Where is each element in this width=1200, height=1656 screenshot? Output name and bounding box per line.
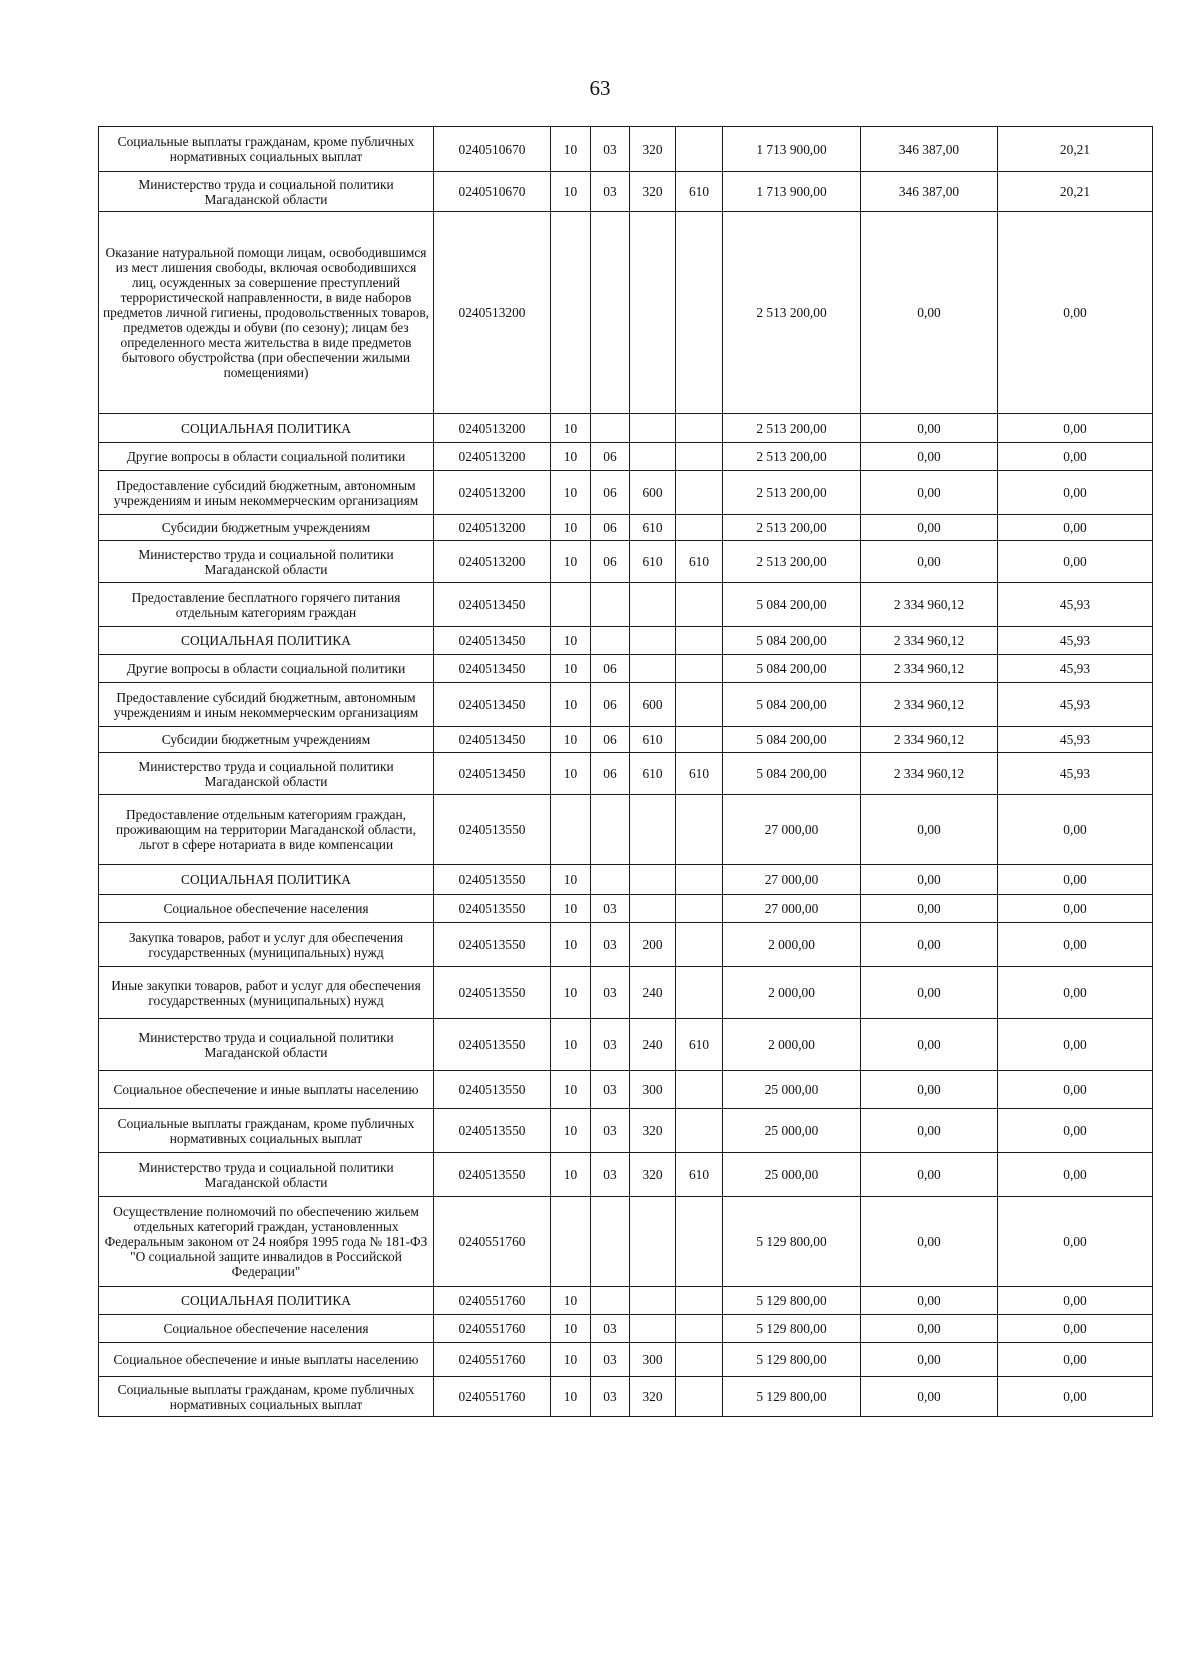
- target-article-code: 0240510670: [434, 127, 551, 172]
- section-code: 10: [551, 1377, 591, 1417]
- target-article-code: 0240513200: [434, 414, 551, 443]
- planned-amount: 27 000,00: [723, 895, 861, 923]
- row-name: Министерство труда и социальной политики Магаданской области: [99, 753, 434, 795]
- subsection-code: 03: [591, 172, 630, 212]
- subsection-code: 06: [591, 655, 630, 683]
- subsection-code: 06: [591, 683, 630, 727]
- subsection-code: [591, 1197, 630, 1287]
- executed-amount: 346 387,00: [861, 127, 998, 172]
- execution-percent: 0,00: [998, 895, 1153, 923]
- target-article-code: 0240513200: [434, 471, 551, 515]
- subsection-code: [591, 1287, 630, 1315]
- expense-type-code: [630, 655, 676, 683]
- expense-type-code: 320: [630, 172, 676, 212]
- row-name: Оказание натуральной помощи лицам, освободившимся из мест лишения свободы, включая освободившихся лиц, осужденных за совершение преступлений террористической направленности, в виде наборов предметов личной гигиены, продовольственных товаров, предметов одежды и обуви (по сезону); лицам без определенного места жительства в виде предметов бытового обустройства (при обеспечении жилыми помещениями): [99, 212, 434, 414]
- admin-code: [676, 1071, 723, 1109]
- target-article-code: 0240551760: [434, 1287, 551, 1315]
- expense-type-code: [630, 212, 676, 414]
- row-name: Предоставление бесплатного горячего питания отдельным категориям граждан: [99, 583, 434, 627]
- section-code: [551, 795, 591, 865]
- executed-amount: 0,00: [861, 1071, 998, 1109]
- subsection-code: [591, 212, 630, 414]
- subsection-code: 06: [591, 541, 630, 583]
- admin-code: [676, 414, 723, 443]
- section-code: 10: [551, 967, 591, 1019]
- executed-amount: 0,00: [861, 471, 998, 515]
- table-row: [99, 172, 1153, 212]
- expense-type-code: 240: [630, 1019, 676, 1071]
- execution-percent: 0,00: [998, 1197, 1153, 1287]
- row-name: Субсидии бюджетным учреждениям: [99, 515, 434, 541]
- executed-amount: 0,00: [861, 515, 998, 541]
- subsection-code: [591, 627, 630, 655]
- subsection-code: 03: [591, 1153, 630, 1197]
- planned-amount: 27 000,00: [723, 865, 861, 895]
- target-article-code: 0240510670: [434, 172, 551, 212]
- section-code: 10: [551, 1019, 591, 1071]
- target-article-code: 0240551760: [434, 1343, 551, 1377]
- table-row: [99, 1071, 1153, 1109]
- planned-amount: 25 000,00: [723, 1071, 861, 1109]
- expense-type-code: [630, 583, 676, 627]
- table-row: [99, 1153, 1153, 1197]
- target-article-code: 0240513550: [434, 1019, 551, 1071]
- expense-type-code: [630, 627, 676, 655]
- section-code: 10: [551, 443, 591, 471]
- planned-amount: 5 084 200,00: [723, 683, 861, 727]
- expense-type-code: 320: [630, 1153, 676, 1197]
- expense-type-code: [630, 865, 676, 895]
- expense-type-code: [630, 414, 676, 443]
- row-name: Социальное обеспечение и иные выплаты населению: [99, 1071, 434, 1109]
- execution-percent: 45,93: [998, 683, 1153, 727]
- target-article-code: 0240513450: [434, 583, 551, 627]
- section-code: [551, 1197, 591, 1287]
- executed-amount: 0,00: [861, 1287, 998, 1315]
- row-name: Министерство труда и социальной политики Магаданской области: [99, 541, 434, 583]
- admin-code: [676, 655, 723, 683]
- execution-percent: 0,00: [998, 1343, 1153, 1377]
- planned-amount: 5 084 200,00: [723, 627, 861, 655]
- admin-code: 610: [676, 1153, 723, 1197]
- planned-amount: 5 129 800,00: [723, 1315, 861, 1343]
- row-name: СОЦИАЛЬНАЯ ПОЛИТИКА: [99, 414, 434, 443]
- subsection-code: [591, 414, 630, 443]
- expense-type-code: [630, 895, 676, 923]
- subsection-code: [591, 583, 630, 627]
- row-name: Закупка товаров, работ и услуг для обеспечения государственных (муниципальных) нужд: [99, 923, 434, 967]
- planned-amount: 1 713 900,00: [723, 127, 861, 172]
- table-row: [99, 895, 1153, 923]
- planned-amount: 2 513 200,00: [723, 443, 861, 471]
- execution-percent: 0,00: [998, 515, 1153, 541]
- row-name: СОЦИАЛЬНАЯ ПОЛИТИКА: [99, 1287, 434, 1315]
- admin-code: [676, 1377, 723, 1417]
- target-article-code: 0240513550: [434, 865, 551, 895]
- target-article-code: 0240513200: [434, 212, 551, 414]
- execution-percent: 0,00: [998, 1315, 1153, 1343]
- subsection-code: 06: [591, 753, 630, 795]
- section-code: 10: [551, 541, 591, 583]
- target-article-code: 0240513550: [434, 923, 551, 967]
- row-name: Министерство труда и социальной политики Магаданской области: [99, 172, 434, 212]
- planned-amount: 5 129 800,00: [723, 1287, 861, 1315]
- subsection-code: [591, 865, 630, 895]
- section-code: 10: [551, 727, 591, 753]
- subsection-code: 06: [591, 727, 630, 753]
- executed-amount: 0,00: [861, 212, 998, 414]
- section-code: 10: [551, 172, 591, 212]
- planned-amount: 5 129 800,00: [723, 1377, 861, 1417]
- subsection-code: [591, 795, 630, 865]
- subsection-code: 06: [591, 443, 630, 471]
- section-code: 10: [551, 1109, 591, 1153]
- section-code: 10: [551, 683, 591, 727]
- section-code: 10: [551, 1071, 591, 1109]
- executed-amount: 0,00: [861, 1343, 998, 1377]
- planned-amount: 5 129 800,00: [723, 1343, 861, 1377]
- execution-percent: 45,93: [998, 727, 1153, 753]
- row-name: Предоставление субсидий бюджетным, автономным учреждениям и иным некоммерческим организациям: [99, 471, 434, 515]
- row-name: Социальные выплаты гражданам, кроме публичных нормативных социальных выплат: [99, 1377, 434, 1417]
- target-article-code: 0240513550: [434, 795, 551, 865]
- admin-code: [676, 127, 723, 172]
- executed-amount: 2 334 960,12: [861, 727, 998, 753]
- executed-amount: 0,00: [861, 1019, 998, 1071]
- expense-type-code: 240: [630, 967, 676, 1019]
- execution-percent: 0,00: [998, 1109, 1153, 1153]
- expense-type-code: 320: [630, 1377, 676, 1417]
- target-article-code: 0240513450: [434, 753, 551, 795]
- section-code: 10: [551, 627, 591, 655]
- section-code: 10: [551, 1343, 591, 1377]
- table-row: [99, 1377, 1153, 1417]
- planned-amount: 2 513 200,00: [723, 414, 861, 443]
- expense-type-code: [630, 1315, 676, 1343]
- table-row: [99, 1019, 1153, 1071]
- subsection-code: 03: [591, 1315, 630, 1343]
- target-article-code: 0240513550: [434, 1109, 551, 1153]
- admin-code: [676, 727, 723, 753]
- admin-code: [676, 683, 723, 727]
- executed-amount: 0,00: [861, 1377, 998, 1417]
- row-name: Социальное обеспечение населения: [99, 1315, 434, 1343]
- row-name: СОЦИАЛЬНАЯ ПОЛИТИКА: [99, 627, 434, 655]
- execution-percent: 45,93: [998, 753, 1153, 795]
- admin-code: [676, 865, 723, 895]
- table-row: [99, 967, 1153, 1019]
- planned-amount: 5 084 200,00: [723, 655, 861, 683]
- table-row: [99, 471, 1153, 515]
- expense-type-code: 300: [630, 1071, 676, 1109]
- table-row: [99, 795, 1153, 865]
- expense-type-code: [630, 795, 676, 865]
- section-code: 10: [551, 471, 591, 515]
- expense-type-code: 200: [630, 923, 676, 967]
- execution-percent: 0,00: [998, 865, 1153, 895]
- section-code: 10: [551, 1153, 591, 1197]
- table-row: [99, 865, 1153, 895]
- target-article-code: 0240513550: [434, 1153, 551, 1197]
- executed-amount: 2 334 960,12: [861, 583, 998, 627]
- execution-percent: 0,00: [998, 471, 1153, 515]
- planned-amount: 2 000,00: [723, 1019, 861, 1071]
- target-article-code: 0240513550: [434, 895, 551, 923]
- row-name: Осуществление полномочий по обеспечению жильем отдельных категорий граждан, установленных Федеральным законом от 24 ноября 1995 года № 181-ФЗ "О социальной защите инвалидов в Российской Федерации": [99, 1197, 434, 1287]
- row-name: Социальные выплаты гражданам, кроме публичных нормативных социальных выплат: [99, 127, 434, 172]
- section-code: 10: [551, 753, 591, 795]
- planned-amount: 2 513 200,00: [723, 212, 861, 414]
- admin-code: [676, 1315, 723, 1343]
- section-code: 10: [551, 1315, 591, 1343]
- admin-code: [676, 212, 723, 414]
- target-article-code: 0240513200: [434, 515, 551, 541]
- target-article-code: 0240513450: [434, 655, 551, 683]
- section-code: 10: [551, 515, 591, 541]
- table-row: [99, 1315, 1153, 1343]
- target-article-code: 0240551760: [434, 1197, 551, 1287]
- execution-percent: 45,93: [998, 627, 1153, 655]
- table-row: [99, 627, 1153, 655]
- executed-amount: 0,00: [861, 895, 998, 923]
- executed-amount: 0,00: [861, 865, 998, 895]
- section-code: [551, 212, 591, 414]
- admin-code: [676, 795, 723, 865]
- expense-type-code: [630, 443, 676, 471]
- executed-amount: 0,00: [861, 1315, 998, 1343]
- admin-code: [676, 895, 723, 923]
- expense-type-code: [630, 1287, 676, 1315]
- admin-code: [676, 967, 723, 1019]
- target-article-code: 0240513450: [434, 627, 551, 655]
- expense-type-code: [630, 1197, 676, 1287]
- executed-amount: 0,00: [861, 1109, 998, 1153]
- execution-percent: 0,00: [998, 212, 1153, 414]
- execution-percent: 45,93: [998, 583, 1153, 627]
- table-row: [99, 583, 1153, 627]
- subsection-code: 03: [591, 1109, 630, 1153]
- row-name: Другие вопросы в области социальной политики: [99, 655, 434, 683]
- admin-code: [676, 443, 723, 471]
- expense-type-code: 610: [630, 727, 676, 753]
- planned-amount: 2 000,00: [723, 967, 861, 1019]
- executed-amount: 2 334 960,12: [861, 683, 998, 727]
- planned-amount: 25 000,00: [723, 1153, 861, 1197]
- table-row: [99, 515, 1153, 541]
- section-code: [551, 583, 591, 627]
- execution-percent: 0,00: [998, 1071, 1153, 1109]
- admin-code: [676, 515, 723, 541]
- planned-amount: 2 513 200,00: [723, 541, 861, 583]
- execution-percent: 0,00: [998, 923, 1153, 967]
- execution-percent: 0,00: [998, 541, 1153, 583]
- section-code: 10: [551, 127, 591, 172]
- table-row: [99, 683, 1153, 727]
- budget-table: [98, 126, 1153, 1417]
- table-row: [99, 753, 1153, 795]
- section-code: 10: [551, 414, 591, 443]
- subsection-code: 03: [591, 1019, 630, 1071]
- admin-code: [676, 1109, 723, 1153]
- subsection-code: 06: [591, 515, 630, 541]
- admin-code: [676, 627, 723, 655]
- section-code: 10: [551, 655, 591, 683]
- executed-amount: 0,00: [861, 795, 998, 865]
- executed-amount: 0,00: [861, 541, 998, 583]
- section-code: 10: [551, 865, 591, 895]
- row-name: Иные закупки товаров, работ и услуг для обеспечения государственных (муниципальных) нужд: [99, 967, 434, 1019]
- execution-percent: 0,00: [998, 414, 1153, 443]
- table-row: [99, 1343, 1153, 1377]
- target-article-code: 0240513200: [434, 541, 551, 583]
- subsection-code: 03: [591, 1343, 630, 1377]
- table-row: [99, 1287, 1153, 1315]
- executed-amount: 2 334 960,12: [861, 655, 998, 683]
- planned-amount: 1 713 900,00: [723, 172, 861, 212]
- table-row: [99, 443, 1153, 471]
- target-article-code: 0240513450: [434, 683, 551, 727]
- row-name: Другие вопросы в области социальной политики: [99, 443, 434, 471]
- subsection-code: 03: [591, 967, 630, 1019]
- admin-code: [676, 471, 723, 515]
- subsection-code: 03: [591, 1071, 630, 1109]
- page-number: 63: [589, 76, 611, 100]
- planned-amount: 27 000,00: [723, 795, 861, 865]
- executed-amount: 2 334 960,12: [861, 627, 998, 655]
- admin-code: [676, 1197, 723, 1287]
- row-name: Министерство труда и социальной политики Магаданской области: [99, 1153, 434, 1197]
- planned-amount: 5 084 200,00: [723, 583, 861, 627]
- subsection-code: 03: [591, 127, 630, 172]
- execution-percent: 20,21: [998, 172, 1153, 212]
- execution-percent: 0,00: [998, 1153, 1153, 1197]
- table-row: [99, 923, 1153, 967]
- subsection-code: 03: [591, 923, 630, 967]
- table-row: [99, 727, 1153, 753]
- table-row: [99, 1197, 1153, 1287]
- section-code: 10: [551, 1287, 591, 1315]
- expense-type-code: 320: [630, 1109, 676, 1153]
- row-name: Субсидии бюджетным учреждениям: [99, 727, 434, 753]
- admin-code: 610: [676, 172, 723, 212]
- executed-amount: 0,00: [861, 414, 998, 443]
- planned-amount: 2 513 200,00: [723, 515, 861, 541]
- target-article-code: 0240513550: [434, 967, 551, 1019]
- executed-amount: 346 387,00: [861, 172, 998, 212]
- executed-amount: 0,00: [861, 923, 998, 967]
- section-code: 10: [551, 895, 591, 923]
- expense-type-code: 610: [630, 541, 676, 583]
- execution-percent: 0,00: [998, 1287, 1153, 1315]
- row-name: Министерство труда и социальной политики Магаданской области: [99, 1019, 434, 1071]
- table-row: [99, 127, 1153, 172]
- executed-amount: 2 334 960,12: [861, 753, 998, 795]
- row-name: Предоставление отдельным категориям граждан, проживающим на территории Магаданской области, льгот в сфере нотариата в виде компенсации: [99, 795, 434, 865]
- row-name: Социальные выплаты гражданам, кроме публичных нормативных социальных выплат: [99, 1109, 434, 1153]
- target-article-code: 0240513550: [434, 1071, 551, 1109]
- table-row: [99, 1109, 1153, 1153]
- execution-percent: 0,00: [998, 1377, 1153, 1417]
- expense-type-code: 600: [630, 683, 676, 727]
- execution-percent: 0,00: [998, 443, 1153, 471]
- row-name: СОЦИАЛЬНАЯ ПОЛИТИКА: [99, 865, 434, 895]
- planned-amount: 5 084 200,00: [723, 753, 861, 795]
- target-article-code: 0240513200: [434, 443, 551, 471]
- table-row: [99, 655, 1153, 683]
- target-article-code: 0240551760: [434, 1315, 551, 1343]
- expense-type-code: 320: [630, 127, 676, 172]
- executed-amount: 0,00: [861, 1197, 998, 1287]
- planned-amount: 5 084 200,00: [723, 727, 861, 753]
- row-name: Социальное обеспечение и иные выплаты населению: [99, 1343, 434, 1377]
- planned-amount: 2 513 200,00: [723, 471, 861, 515]
- row-name: Предоставление субсидий бюджетным, автономным учреждениям и иным некоммерческим организациям: [99, 683, 434, 727]
- subsection-code: 06: [591, 471, 630, 515]
- execution-percent: 0,00: [998, 795, 1153, 865]
- admin-code: [676, 1343, 723, 1377]
- planned-amount: 5 129 800,00: [723, 1197, 861, 1287]
- admin-code: [676, 923, 723, 967]
- subsection-code: 03: [591, 895, 630, 923]
- expense-type-code: 610: [630, 515, 676, 541]
- executed-amount: 0,00: [861, 1153, 998, 1197]
- planned-amount: 25 000,00: [723, 1109, 861, 1153]
- executed-amount: 0,00: [861, 443, 998, 471]
- admin-code: [676, 1287, 723, 1315]
- execution-percent: 0,00: [998, 1019, 1153, 1071]
- execution-percent: 0,00: [998, 967, 1153, 1019]
- execution-percent: 45,93: [998, 655, 1153, 683]
- section-code: 10: [551, 923, 591, 967]
- row-name: Социальное обеспечение населения: [99, 895, 434, 923]
- execution-percent: 20,21: [998, 127, 1153, 172]
- table-row: [99, 414, 1153, 443]
- admin-code: 610: [676, 1019, 723, 1071]
- executed-amount: 0,00: [861, 967, 998, 1019]
- target-article-code: 0240551760: [434, 1377, 551, 1417]
- admin-code: [676, 583, 723, 627]
- table-row: [99, 541, 1153, 583]
- admin-code: 610: [676, 753, 723, 795]
- planned-amount: 2 000,00: [723, 923, 861, 967]
- expense-type-code: 600: [630, 471, 676, 515]
- admin-code: 610: [676, 541, 723, 583]
- expense-type-code: 610: [630, 753, 676, 795]
- subsection-code: 03: [591, 1377, 630, 1417]
- expense-type-code: 300: [630, 1343, 676, 1377]
- table-row: [99, 212, 1153, 414]
- target-article-code: 0240513450: [434, 727, 551, 753]
